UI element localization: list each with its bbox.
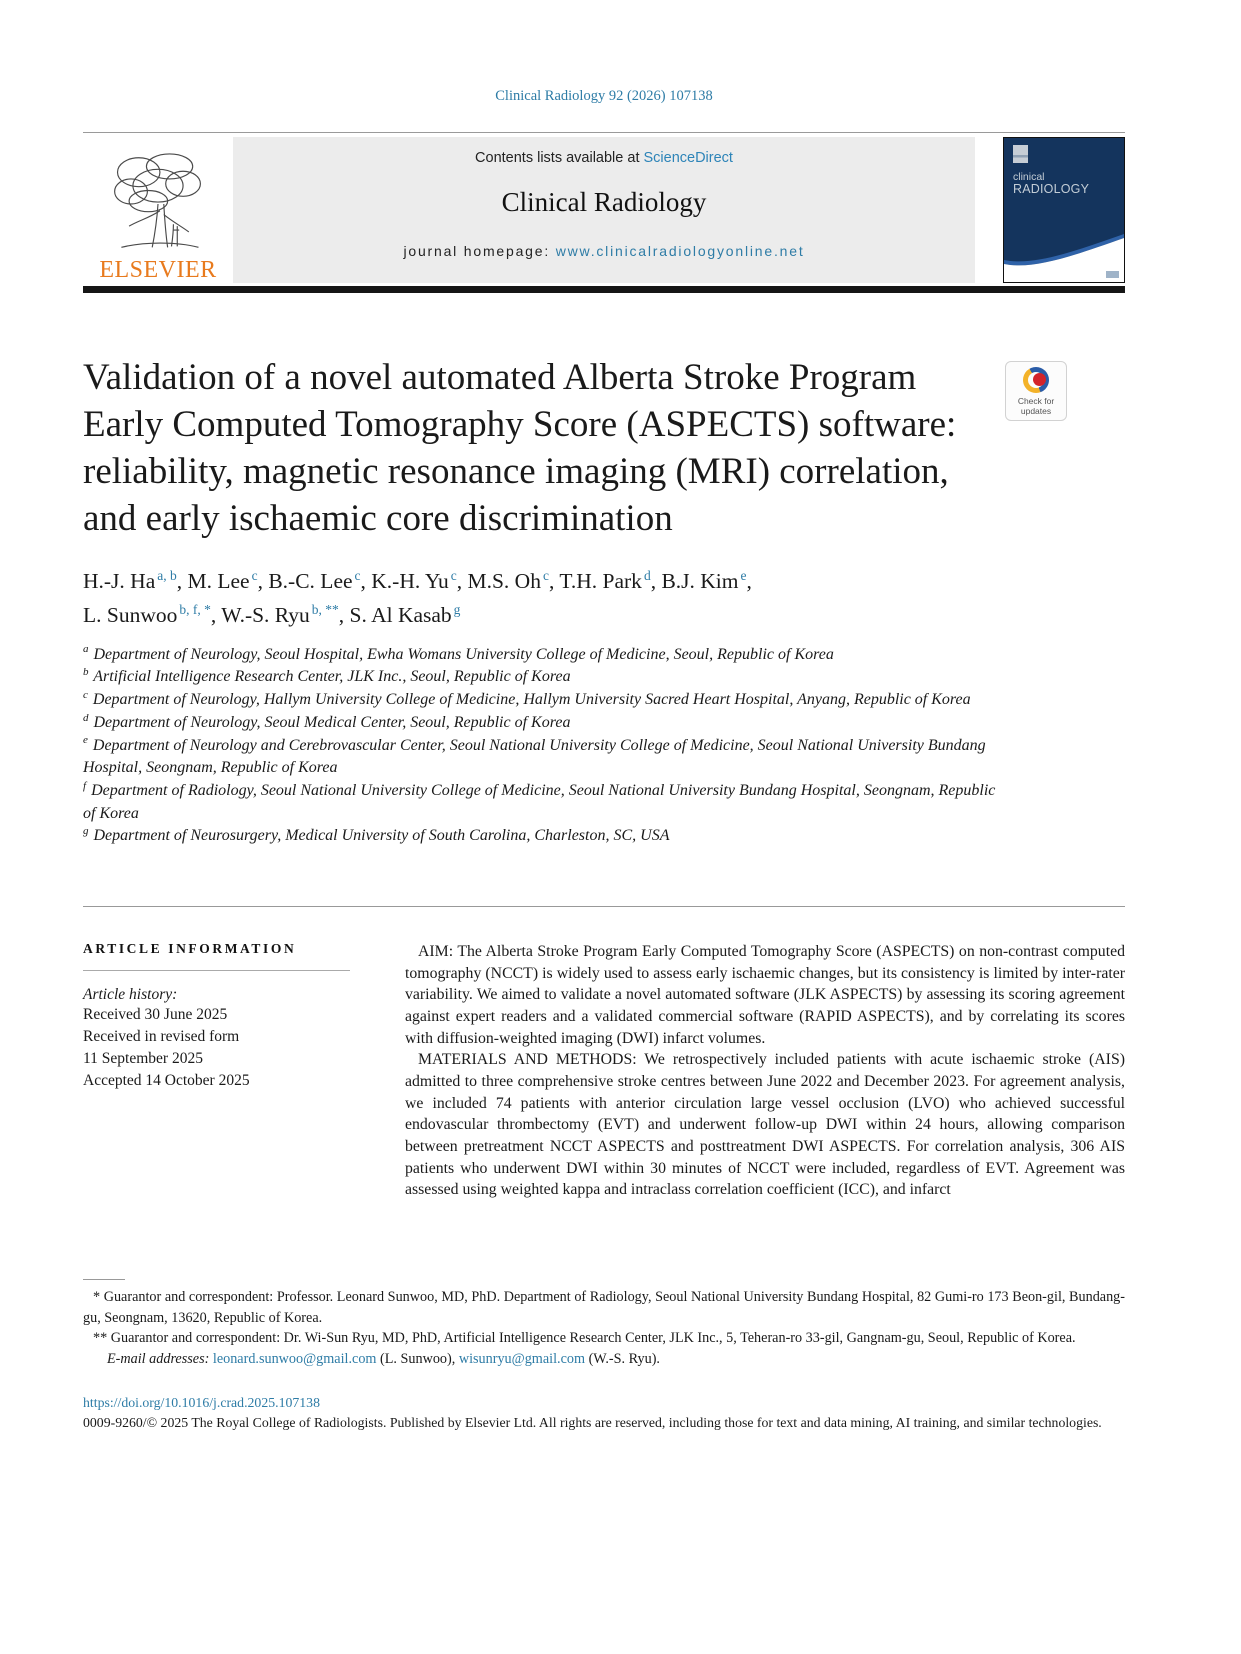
homepage-label: journal homepage: (403, 243, 556, 259)
author-name-text: L. Sunwoo (83, 603, 178, 628)
header-divider (83, 132, 1125, 133)
journal-banner (83, 137, 1125, 283)
elsevier-tree-icon (109, 151, 207, 257)
author-name (268, 569, 360, 593)
author-name-text: T.H. Park (559, 568, 642, 593)
check-for-updates-badge[interactable] (1005, 361, 1067, 421)
article-history-item: 11 September 2025 (83, 1050, 203, 1068)
author-list: H.-J. Ha $^{a, b}$, M. Lee $^c$, B.-C. Lee $^c$, K.-H. Yu $^c$, M.S. Oh $^c$, T.H. Park $^d$, B.J. Kim $^e$, L. Sunwoo $^{b, f, *}$, W.-S. Ryu $^{b, **}$, S. Al Kasab $^g$ (83, 567, 752, 628)
journal-homepage-link[interactable]: www.clinicalradiologyonline.net (555, 243, 805, 259)
journal-name: Clinical Radiology (501, 187, 707, 217)
cover-title-line1: clinical (1013, 171, 1045, 183)
affiliation-item (83, 689, 1003, 712)
abstract-paragraph: MATERIALS AND METHODS: We retrospectively included patients with acute ischaemic stroke (AIS) admitted to three comprehensive stroke centres between June 2022 and December 2023. For agreement analysis, we included 74 patients with anterior circulation large vessel occlusion (LVO) who achieved successful endovascular thrombectomy (EVT) and underwent follow-up DWI within 24 hours, allowing comparison between pretreatment NCCT ASPECTS and posttreatment DWI ASPECTS. For correlation analysis, 306 AIS patients who underwent DWI within 30 minutes of NCCT were included, regardless of EVT. Agreement was assessed using weighted kappa and intraclass correlation coefficient (ICC), and infarct (405, 1051, 1125, 1199)
copyright-text: 0009-9260/© 2025 The Royal College of Radiologists. Published by Elsevier Ltd. All rights are reserved, including those for text and data mining, AI training, and similar technologies. (83, 1414, 1102, 1430)
author-name-text: W.-S. Ryu (221, 603, 310, 628)
author-affiliation-link[interactable]: b, ** (311, 602, 339, 618)
article-history-item: Received in revised form (83, 1028, 240, 1046)
cover-title-line2: RADIOLOGY (1013, 182, 1090, 197)
contents-prefix: Contents lists available at (475, 150, 644, 166)
title-section (83, 355, 1125, 543)
author-name-text: K.-H. Yu (371, 568, 449, 593)
elsevier-logo[interactable] (83, 137, 233, 283)
article-history-label: Article history: (83, 986, 178, 1004)
affiliation-text: Department of Radiology, Seoul National University College of Medicine, Seoul National University Bundang Hospital, Seongnam, Republic of Korea (83, 782, 996, 822)
author-name (467, 569, 548, 593)
affiliation-item (83, 780, 1003, 825)
affiliation-item (83, 644, 1003, 667)
cover-title (1013, 172, 1089, 197)
author-name (83, 603, 211, 627)
elsevier-wordmark: ELSEVIER (99, 257, 217, 283)
author-name (371, 569, 456, 593)
affiliation-item (83, 666, 1003, 689)
affiliation-text: Department of Neurosurgery, Medical University of South Carolina, Charleston, SC, USA (89, 827, 670, 845)
doi-line (83, 1395, 1125, 1411)
author-affiliation-link[interactable]: a, b (157, 567, 177, 583)
article-history-item: Received 30 June 2025 (83, 1006, 228, 1024)
author-name-text: H.-J. Ha (83, 568, 156, 593)
affiliation-item (83, 735, 1003, 780)
badge-line1: Check for (1017, 396, 1055, 406)
affiliation-sup: c (83, 688, 88, 701)
author-name (559, 569, 650, 593)
article-title: Validation of a novel automated Alberta Stroke Program Early Computed Tomography Score (ASPECTS) software: reliability, magnetic resonance imaging (MRI) correlation, and early ischaemic core discrimination (83, 357, 957, 539)
author-affiliation-link[interactable]: c (354, 567, 361, 583)
author-affiliation-link[interactable]: c (251, 567, 258, 583)
journal-cover-thumbnail[interactable] (1003, 137, 1125, 283)
article-information-column (83, 941, 350, 1201)
author-affiliation-link[interactable]: b, f, * (179, 602, 211, 618)
affiliation-item (83, 825, 1003, 848)
banner-bottom-bar (83, 286, 1125, 293)
affiliation-sup: a (83, 643, 89, 656)
affiliation-sup: b (83, 666, 89, 679)
abstract-column (405, 941, 1125, 1201)
banner-center (233, 137, 975, 283)
author-name-text: S. Al Kasab (349, 603, 452, 628)
affiliation-list (83, 644, 1003, 848)
affiliation-sup: g (83, 825, 89, 838)
affiliation-sup: d (83, 711, 89, 724)
homepage-line (233, 243, 975, 259)
author-name-text: M.S. Oh (467, 568, 541, 593)
sciencedirect-link[interactable]: ScienceDirect (643, 150, 733, 166)
crossmark-icon (1023, 367, 1049, 393)
author-name (350, 603, 461, 627)
affiliation-sup: f (83, 779, 87, 792)
check-for-updates-label (1018, 396, 1054, 416)
author-name (221, 603, 339, 627)
affiliation-text: Department of Neurology, Hallym University College of Medicine, Hallym University Sacred Heart Hospital, Anyang, Republic of Korea (88, 691, 971, 709)
author-name (83, 569, 177, 593)
affiliation-text: Department of Neurology and Cerebrovascular Center, Seoul National University College of Medicine, Seoul National University Bundang Hospital, Seongnam, Republic of Korea (83, 736, 986, 777)
cover-publisher-mark-icon (1106, 271, 1119, 278)
author-name-text: M. Lee (187, 568, 250, 593)
email-links: leonard.sunwoo@gmail.com (L. Sunwoo), wisunryu@gmail.com (W.-S. Ryu). (212, 1351, 660, 1368)
journal-citation: Clinical Radiology 92 (2026) 107138 (495, 88, 713, 104)
article-history-list (83, 1004, 350, 1092)
section-divider (83, 906, 1125, 907)
footnote-guarantor-1: * Guarantor and correspondent: Professor. Leonard Sunwoo, MD, PhD. Department of Radiology, Seoul National University Bundang Hospital, 82 Gumi-ro 173 Beon-gil, Bundang-gu, Seongnam, 13620, Republic of Korea. (83, 1288, 1125, 1326)
article-information-heading: ARTICLE INFORMATION (83, 941, 297, 957)
author-affiliation-link[interactable]: e (740, 567, 747, 583)
author-name (188, 569, 258, 593)
author-name-text: B.J. Kim (661, 568, 739, 593)
info-abstract-section (83, 941, 1125, 1201)
footnotes (83, 1287, 1125, 1370)
author-name-text: B.-C. Lee (268, 568, 353, 593)
article-information-divider (83, 970, 350, 971)
email-link[interactable]: wisunryu@gmail.com (458, 1351, 586, 1368)
author-affiliation-link[interactable]: g (453, 602, 461, 618)
affiliation-sup: e (83, 734, 88, 747)
author-name (661, 569, 746, 593)
doi-link[interactable]: https://doi.org/10.1016/j.crad.2025.107138 (83, 1394, 320, 1410)
abstract-paragraph: AIM: The Alberta Stroke Program Early Computed Tomography Score (ASPECTS) on non-contrast computed tomography (NCCT) is widely used to assess early ischaemic changes, but its consistency is limited by inter-rater variability. We aimed to validate a novel automated software (JLK ASPECTS) by assessing its scoring agreement against expert readers and a validated commercial software (RAPID ASPECTS), and by correlating its scores with diffusion-weighted imaging (DWI) infarct volumes. (405, 943, 1125, 1047)
affiliation-text: Department of Neurology, Seoul Hospital, Ewha Womans University College of Medicine, Seoul, Republic of Korea (89, 645, 834, 663)
journal-crest-icon (1013, 145, 1028, 163)
author-affiliation-link[interactable]: d (643, 567, 651, 583)
affiliation-text: Department of Neurology, Seoul Medical Center, Seoul, Republic of Korea (89, 713, 571, 731)
footnote-guarantor-2: ** Guarantor and correspondent: Dr. Wi-Sun Ryu, MD, PhD, Artificial Intelligence Research Center, JLK Inc., 5, Teheran-ro 33-gil, Gangnam-gu, Seoul, Republic of Korea. (93, 1330, 1076, 1347)
email-link[interactable]: leonard.sunwoo@gmail.com (212, 1351, 377, 1368)
affiliation-item (83, 712, 1003, 735)
footnote-divider (83, 1279, 125, 1280)
article-history-item: Accepted 14 October 2025 (83, 1072, 250, 1090)
email-addresses-label: E-mail addresses: (107, 1351, 210, 1368)
badge-line2: updates (1020, 406, 1052, 417)
email-addresses-line (83, 1349, 1125, 1370)
author-affiliation-link[interactable]: c (450, 567, 457, 583)
author-affiliation-link[interactable]: c (542, 567, 549, 583)
contents-line (233, 150, 975, 166)
affiliation-text: Artificial Intelligence Research Center, JLK Inc., Seoul, Republic of Korea (89, 668, 571, 686)
